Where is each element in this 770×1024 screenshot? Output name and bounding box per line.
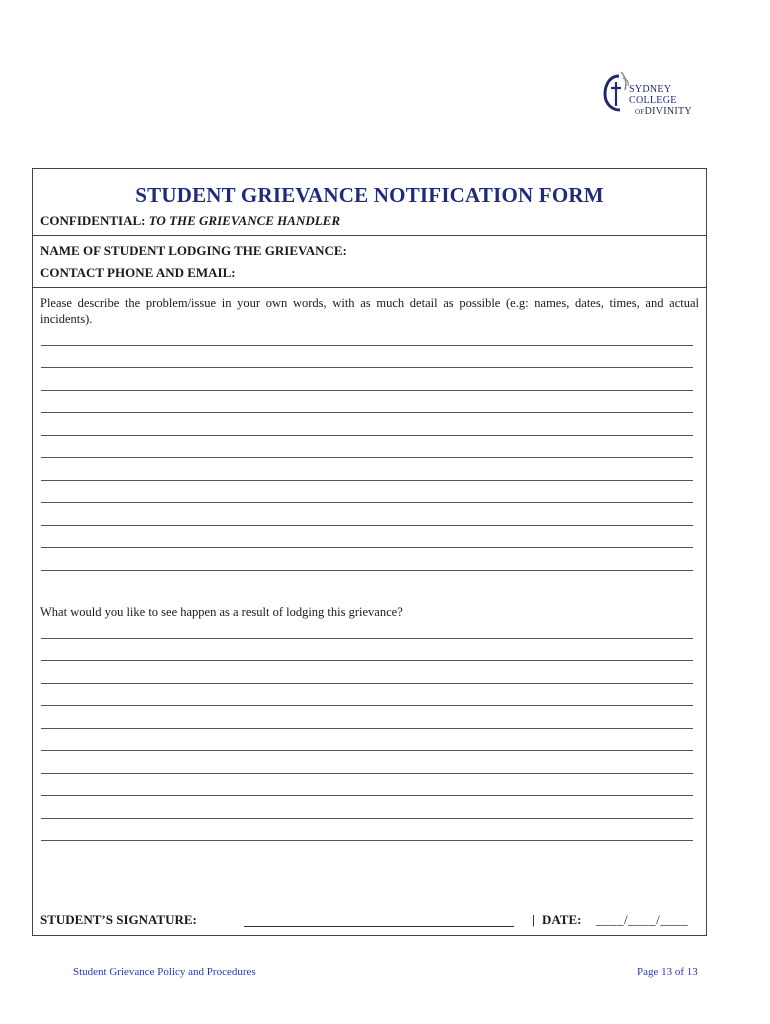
confidential-value: TO THE GRIEVANCE HANDLER <box>148 213 341 228</box>
answer-line[interactable] <box>41 819 693 842</box>
signature-label: STUDENT’S SIGNATURE: <box>40 912 197 927</box>
date-divider: | <box>532 912 535 927</box>
answer-line[interactable] <box>41 616 693 639</box>
outcome-prompt: What would you like to see happen as a result of lodging this grievance? <box>40 605 403 619</box>
confidential-label: CONFIDENTIAL: <box>40 213 146 228</box>
answer-line[interactable] <box>41 548 693 571</box>
logo-line-3 <box>629 106 692 118</box>
answer-line[interactable] <box>41 706 693 729</box>
logo-divinity: DIVINITY <box>644 106 692 117</box>
signature-field[interactable] <box>244 926 514 927</box>
answer-line[interactable] <box>41 368 693 391</box>
answer-line[interactable] <box>41 391 693 414</box>
footer-page-number: Page 13 of 13 <box>637 966 698 978</box>
answer-line[interactable] <box>41 413 693 436</box>
answer-line[interactable] <box>41 729 693 752</box>
answer-line[interactable] <box>41 481 693 504</box>
date-label: DATE: <box>542 912 582 927</box>
footer-document-title: Student Grievance Policy and Procedures <box>73 966 256 978</box>
answer-line[interactable] <box>41 323 693 346</box>
college-logo <box>603 68 703 122</box>
confidential-line <box>40 213 340 229</box>
student-name-label: NAME OF STUDENT LODGING THE GRIEVANCE: <box>40 243 347 258</box>
problem-prompt: Please describe the problem/issue in your own words, with as much detail as possible (e.g: names, dates, times, and actual incidents). <box>40 296 699 326</box>
logo-line-2: COLLEGE <box>629 95 677 106</box>
answer-line[interactable] <box>41 458 693 481</box>
logo-of: OF <box>635 108 645 116</box>
form-title: STUDENT GRIEVANCE NOTIFICATION FORM <box>135 183 604 207</box>
answer-line[interactable] <box>41 346 693 369</box>
answer-line[interactable] <box>41 796 693 819</box>
logo-wordmark <box>629 84 692 118</box>
divider <box>33 235 706 236</box>
answer-line[interactable] <box>41 639 693 662</box>
logo-line-1: SYDNEY <box>629 84 672 95</box>
date-field[interactable]: ____/____/____ <box>596 912 689 927</box>
outcome-answer-lines[interactable] <box>41 616 693 841</box>
answer-line[interactable] <box>41 684 693 707</box>
answer-line[interactable] <box>41 436 693 459</box>
divider <box>33 287 706 288</box>
answer-line[interactable] <box>41 774 693 797</box>
problem-answer-lines[interactable] <box>41 323 693 571</box>
answer-line[interactable] <box>41 751 693 774</box>
grievance-form <box>32 168 707 936</box>
answer-line[interactable] <box>41 503 693 526</box>
answer-line[interactable] <box>41 661 693 684</box>
contact-label: CONTACT PHONE AND EMAIL: <box>40 265 236 280</box>
answer-line[interactable] <box>41 526 693 549</box>
